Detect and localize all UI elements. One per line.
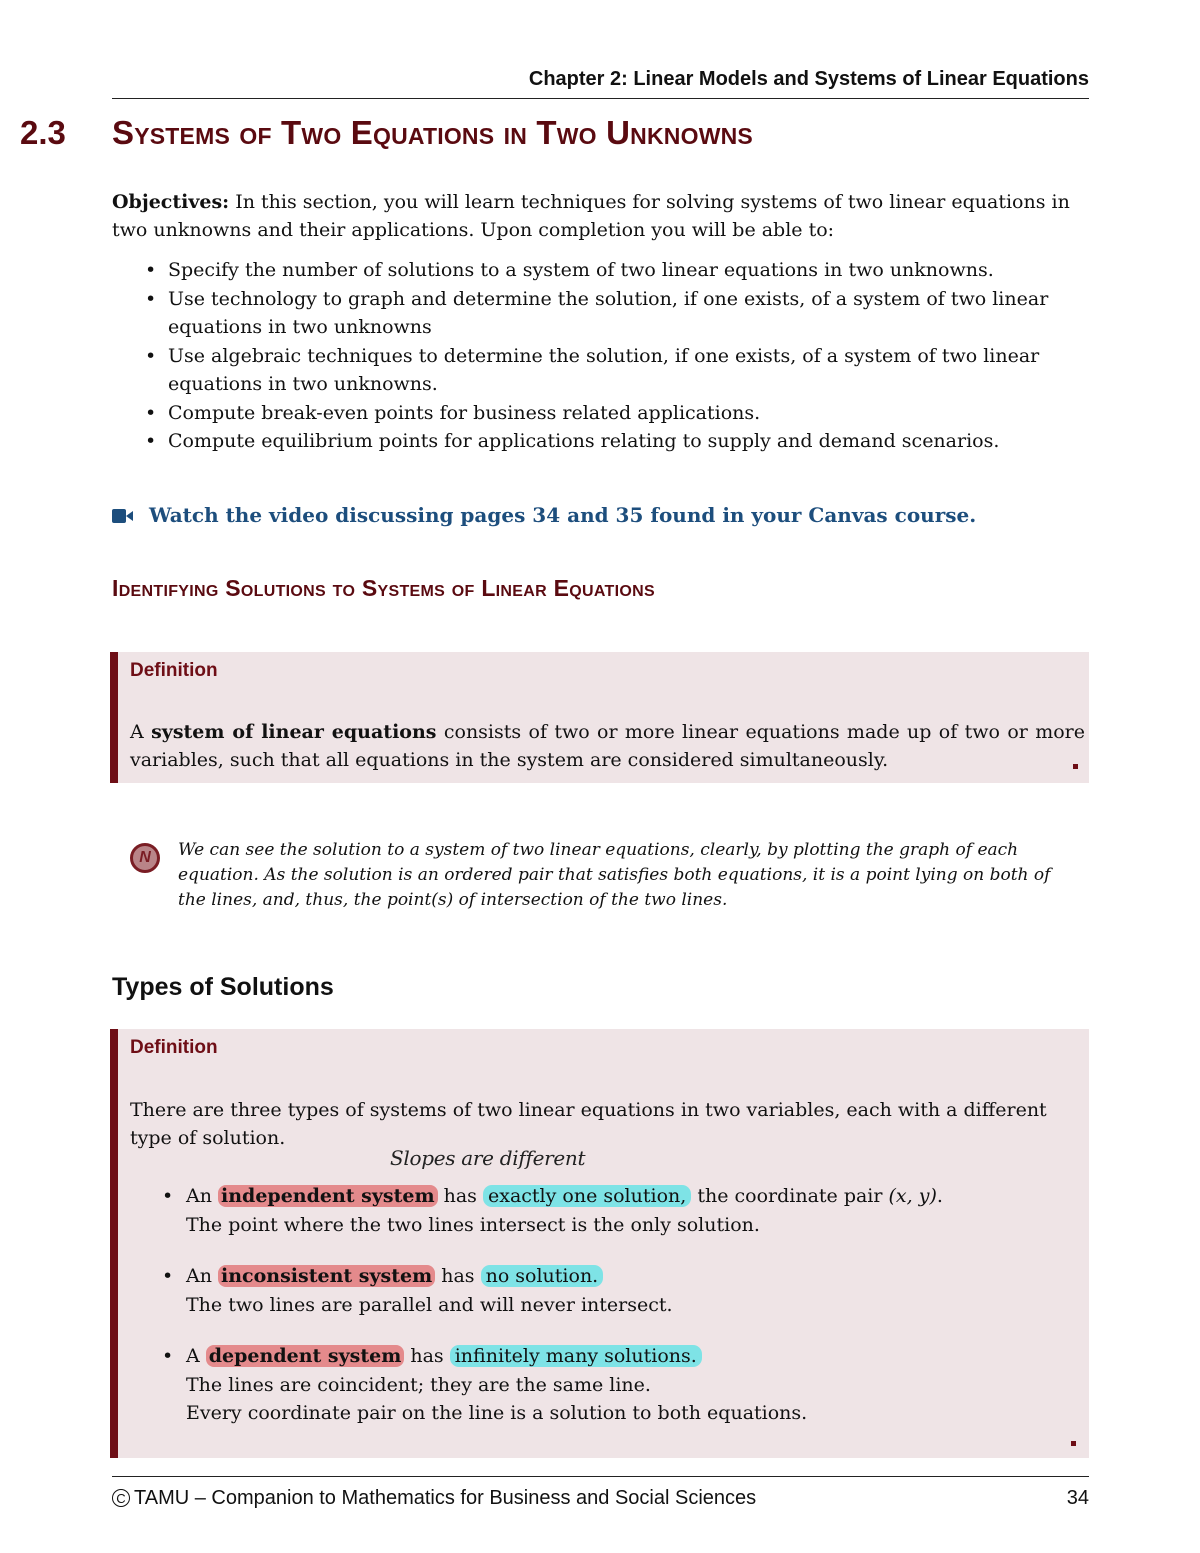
item-verb: has <box>437 1185 483 1207</box>
highlight-solution: no solution. <box>481 1265 604 1287</box>
running-header: Chapter 2: Linear Models and Systems of Linear Equations <box>528 68 1089 90</box>
note-text: We can see the solution to a system of two linear equations, clearly, by plotting the graph of each equation. As the solution is an ordered pair that satisfies both equations, it is a point lying on both of the lines, and, thus, the point(s) of intersection of the two lines. <box>178 840 1051 910</box>
item-explanation: The two lines are parallel and will never intersect. <box>186 1293 673 1316</box>
list-item: • Compute break-even points for business related applications. <box>140 399 1090 428</box>
objectives-intro: In this section, you will learn techniques for solving systems of two linear equations in two unknowns and their applications. Upon completion you will be able to: <box>112 191 1070 241</box>
page-number: 34 <box>1066 1487 1089 1509</box>
item-explanation: The point where the two lines intersect is the only solution. <box>186 1213 760 1236</box>
term-independent-system: independent system <box>218 1185 438 1207</box>
item-verb: has <box>404 1345 450 1367</box>
objectives-list <box>140 256 1090 456</box>
header-rule <box>112 98 1089 99</box>
section-number: 2.3 <box>20 114 66 151</box>
objectives-label: Objectives: <box>112 191 230 213</box>
definition-label: Definition <box>130 1037 218 1058</box>
item-verb: has <box>435 1265 481 1287</box>
list-item <box>160 1342 1070 1428</box>
term-inconsistent-system: inconsistent system <box>218 1265 435 1287</box>
handwritten-annotation: Slopes are different <box>390 1146 586 1170</box>
coordinate-pair: (x, y) <box>888 1185 937 1207</box>
definition-text <box>130 718 1085 774</box>
item-article: A <box>186 1345 206 1367</box>
end-mark <box>1071 1441 1076 1446</box>
solution-types-list <box>160 1182 1070 1451</box>
video-link[interactable] <box>112 503 976 527</box>
term-dependent-system: dependent system <box>206 1345 405 1367</box>
end-mark <box>1073 764 1078 769</box>
subsection-title: Identifying Solutions to Systems of Linear Equations <box>112 575 655 601</box>
item-article: An <box>186 1185 218 1207</box>
video-link-text[interactable]: Watch the video discussing pages 34 and 35 found in your Canvas course. <box>148 503 977 527</box>
definition-prefix: A <box>130 721 152 743</box>
types-title: Types of Solutions <box>112 973 334 1001</box>
objectives-paragraph <box>112 188 1089 244</box>
item-end: . <box>936 1185 943 1207</box>
item-rest: the coordinate pair <box>691 1185 889 1207</box>
list-item <box>160 1182 1070 1239</box>
list-item <box>160 1262 1070 1319</box>
definition-intro: There are three types of systems of two linear equations in two variables, each with a different type of solution. <box>130 1099 1047 1149</box>
section-title: Systems of Two Equations in Two Unknowns <box>112 114 753 151</box>
definition-body: consists of two or more linear equations made up of two or more variables, such that all equations in the system are considered simultaneously. <box>130 721 1086 771</box>
footer-rule <box>112 1476 1089 1477</box>
highlight-solution: infinitely many solutions. <box>450 1345 702 1367</box>
list-item: • Use algebraic techniques to determine the solution, if one exists, of a system of two linear equations in two unknowns. <box>140 342 1090 399</box>
list-item: • Compute equilibrium points for applications relating to supply and demand scenarios. <box>140 427 1090 456</box>
footer-text <box>112 1487 756 1510</box>
highlight-solution: exactly one solution, <box>483 1185 691 1207</box>
list-item: • Use technology to graph and determine the solution, if one exists, of a system of two linear equations in two unknowns <box>140 285 1090 342</box>
definition-term: system of linear equations <box>151 721 437 743</box>
item-article: An <box>186 1265 218 1287</box>
item-explanation: Every coordinate pair on the line is a solution to both equations. <box>186 1402 808 1424</box>
definition-box <box>110 652 1089 783</box>
definition-label: Definition <box>130 660 218 681</box>
note-icon: N <box>130 843 160 873</box>
copyright-icon: C <box>112 1489 130 1507</box>
list-item: • Specify the number of solutions to a system of two linear equations in two unknowns. <box>140 256 1090 285</box>
video-camera-icon <box>112 509 126 523</box>
item-explanation: The lines are coincident; they are the same line. <box>186 1373 651 1396</box>
footer-label: TAMU – Companion to Mathematics for Business and Social Sciences <box>134 1487 757 1509</box>
